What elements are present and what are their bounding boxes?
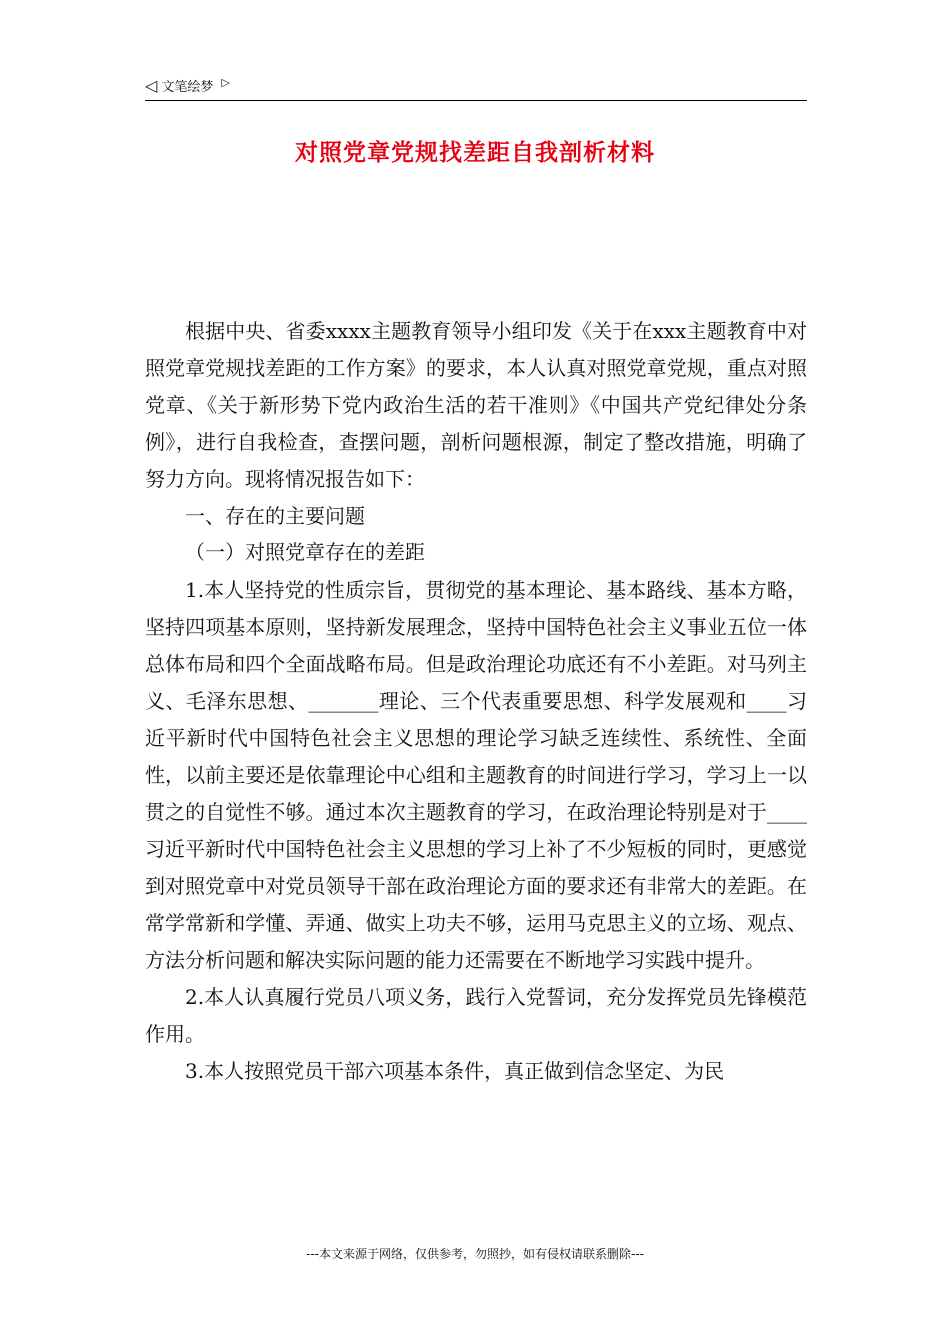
triangle-right-icon: ▷ bbox=[221, 75, 230, 89]
footer-disclaimer: ---本文来源于网络，仅供参考，勿照抄，如有侵权请联系删除--- bbox=[306, 1247, 644, 1261]
triangle-left-icon: ◁ bbox=[145, 75, 158, 95]
page-header bbox=[145, 74, 807, 101]
item-1-paragraph: 1.本人坚持党的性质宗旨，贯彻党的基本理论、基本路线、基本方略，坚持四项基本原则，坚持新发展理念，坚持中国特色社会主义事业五位一体总体布局和四个全面战略布局。但是政治理论功底还有不小差距。对马列主义、毛泽东思想、_______理论、三个代表重要思想、科学发展观和____习近平新时代中国特色社会主义思想的理论学习缺乏连续性、系统性、全面性，以前主要还是依靠理论中心组和主题教育的时间进行学习，学习上一以贯之的自觉性不够。通过本次主题教育的学习，在政治理论特别是对于____习近平新时代中国特色社会主义思想的学习上补了不少短板的同时，更感觉到对照党章中对党员领导干部在政治理论方面的要求还有非常大的差距。在常学常新和学懂、弄通、做实上功夫不够，运用马克思主义的立场、观点、方法分析问题和解决实际问题的能力还需要在不断地学习实践中提升。 bbox=[145, 578, 807, 972]
item-3-paragraph: 3.本人按照党员干部六项基本条件，真正做到信念坚定、为民 bbox=[185, 1059, 725, 1083]
brand-label: 文笔绘梦 bbox=[161, 80, 214, 95]
section-heading: 一、存在的主要问题 bbox=[185, 504, 365, 528]
subsection-heading: （一）对照党章存在的差距 bbox=[185, 540, 425, 564]
brand bbox=[145, 76, 230, 95]
item-2-paragraph: 2.本人认真履行党员八项义务，践行入党誓词，充分发挥党员先锋模范作用。 bbox=[145, 985, 807, 1046]
document-body bbox=[145, 313, 807, 1090]
document-title: 对照党章党规找差距自我剖析材料 bbox=[295, 140, 655, 166]
intro-paragraph: 根据中央、省委xxxx主题教育领导小组印发《关于在xxx主题教育中对照党章党规找差距的工作方案》的要求，本人认真对照党章党规，重点对照党章、《关于新形势下党内政治生活的若干准则》《中国共产党纪律处分条例》，进行自我检查，查摆问题，剖析问题根源，制定了整改措施，明确了努力方向。现将情况报告如下： bbox=[145, 319, 807, 491]
